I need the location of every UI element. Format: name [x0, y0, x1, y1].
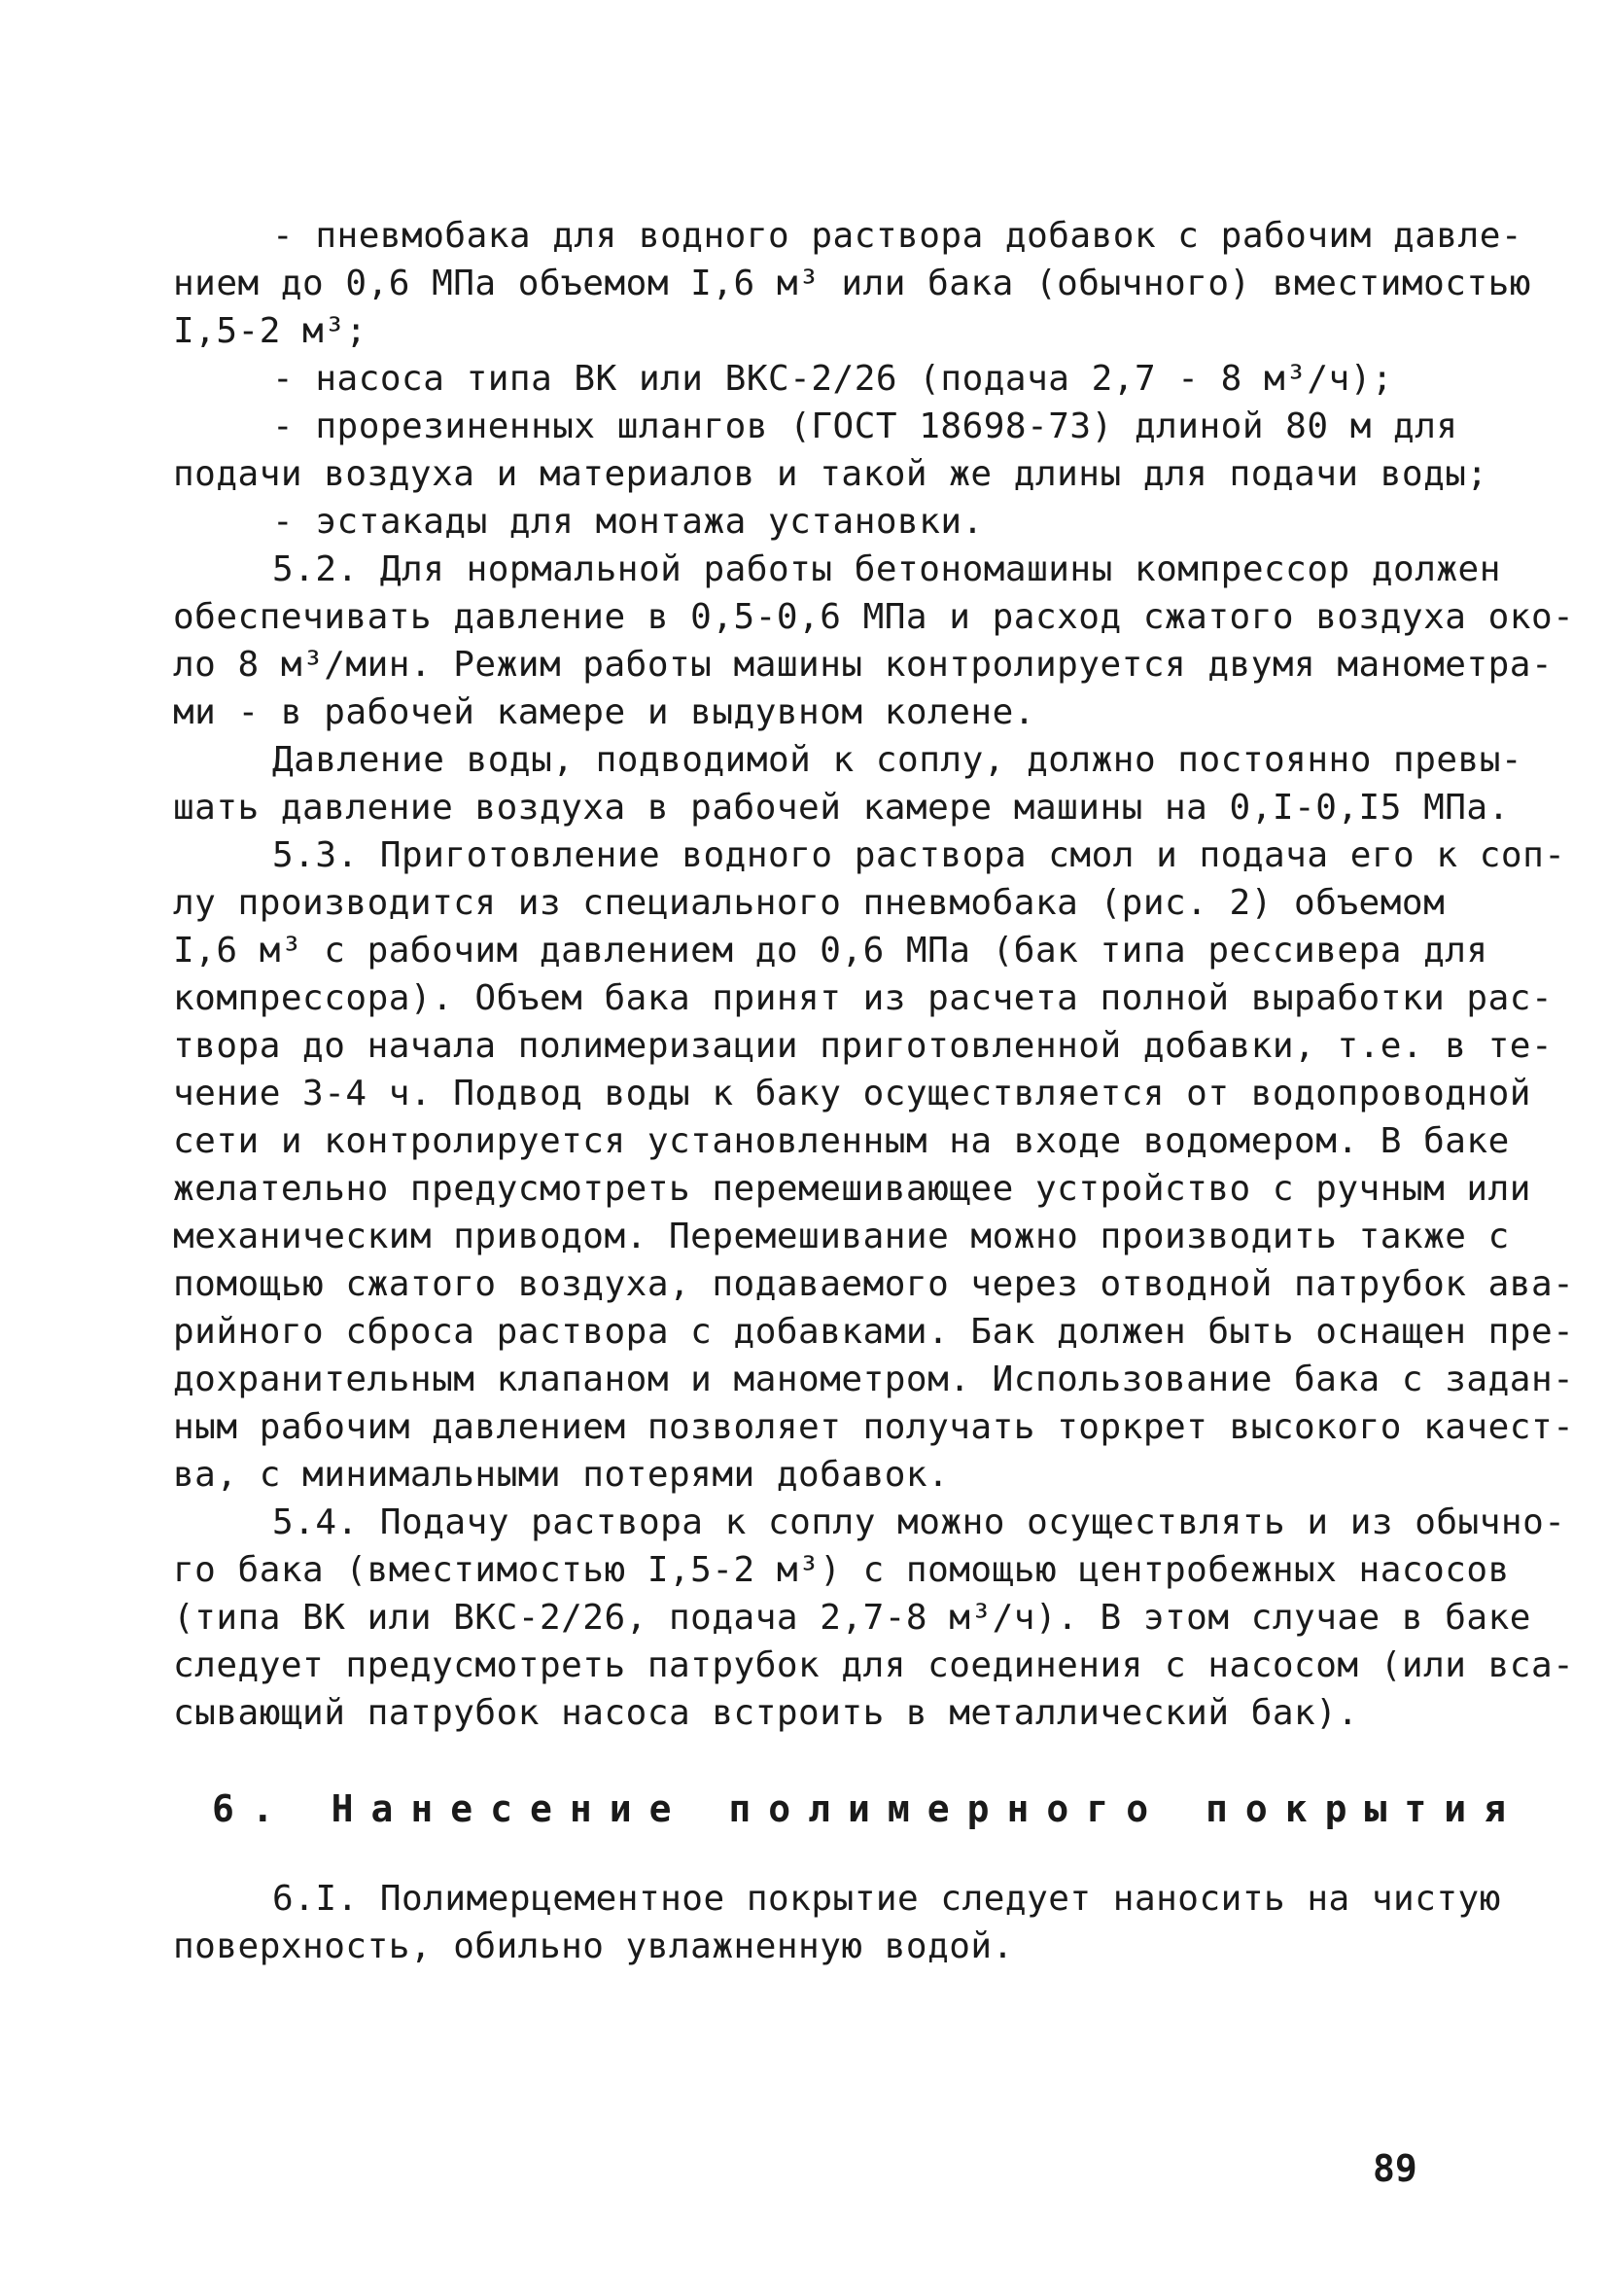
- text-line: 5.4. Подачу раствора к соплу можно осуществлять и из обычно-: [272, 1502, 1566, 1542]
- text-line: рийного сброса раствора с добавками. Бак должен быть оснащен пре-: [173, 1312, 1575, 1352]
- text-line: Давление воды, подводимой к соплу, должно постоянно превы-: [272, 740, 1523, 780]
- text-line: лу производится из специального пневмобака (рис. 2) объемом: [173, 883, 1446, 923]
- text-line: чение 3-4 ч. Подвод воды к баку осуществляется от водопроводной: [173, 1074, 1531, 1113]
- text-line: обеспечивать давление в 0,5-0,6 МПа и расход сжатого воздуха око-: [173, 597, 1575, 637]
- text-line: сети и контролируется установленным на входе водомером. В баке: [173, 1121, 1510, 1161]
- text-line: - насоса типа ВК или ВКС-2/26 (подача 2,7 - 8 м³/ч);: [272, 359, 1394, 399]
- text-line: - пневмобака для водного раствора добавок с рабочим давле-: [272, 216, 1523, 256]
- text-line: 5.3. Приготовление водного раствора смол и подача его к соп-: [272, 835, 1566, 875]
- section-heading: 6. Нанесение полимерного покрытия: [212, 1787, 1523, 1830]
- text-line: го бака (вместимостью I,5-2 м³) с помощью центробежных насосов: [173, 1550, 1510, 1590]
- text-line: ным рабочим давлением позволяет получать торкрет высокого качест-: [173, 1407, 1575, 1447]
- text-line: поверхность, обильно увлажненную водой.: [173, 1926, 1014, 1966]
- page-number: 89: [1373, 2147, 1417, 2190]
- text-line: ми - в рабочей камере и выдувном колене.: [173, 692, 1035, 732]
- text-line: нием до 0,6 МПа объемом I,6 м³ или бака (обычного) вместимостью: [173, 264, 1531, 303]
- text-line: I,6 м³ с рабочим давлением до 0,6 МПа (бак типа рессивера для: [173, 931, 1488, 971]
- text-line: - эстакады для монтажа установки.: [272, 502, 984, 542]
- text-line: дохранительным клапаном и манометром. Использование бака с задан-: [173, 1360, 1575, 1399]
- text-line: подачи воздуха и материалов и такой же длины для подачи воды;: [173, 454, 1488, 494]
- text-line: твора до начала полимеризации приготовленной добавки, т.е. в те-: [173, 1026, 1554, 1066]
- text-line: ва, с минимальными потерями добавок.: [173, 1455, 950, 1495]
- text-line: компрессора). Объем бака принят из расчета полной выработки рас-: [173, 978, 1554, 1018]
- text-line: следует предусмотреть патрубок для соединения с насосом (или вса-: [173, 1645, 1575, 1685]
- text-line: I,5-2 м³;: [173, 311, 367, 351]
- text-line: сывающий патрубок насоса встроить в металлический бак).: [173, 1693, 1359, 1733]
- text-line: - прорезиненных шлангов (ГОСТ 18698-73) длиной 80 м для: [272, 406, 1458, 446]
- text-line: желательно предусмотреть перемешивающее устройство с ручным или: [173, 1169, 1531, 1209]
- text-line: 6.I. Полимерцементное покрытие следует наносить на чистую: [272, 1879, 1501, 1919]
- text-line: ло 8 м³/мин. Режим работы машины контролируется двумя манометра-: [173, 645, 1554, 685]
- text-line: механическим приводом. Перемешивание можно производить также с: [173, 1217, 1510, 1256]
- text-line: помощью сжатого воздуха, подаваемого через отводной патрубок ава-: [173, 1264, 1575, 1304]
- text-line: 5.2. Для нормальной работы бетономашины компрессор должен: [272, 549, 1501, 589]
- text-line: шать давление воздуха в рабочей камере машины на 0,I-0,I5 МПа.: [173, 788, 1510, 828]
- text-line: (типа ВК или ВКС-2/26, подача 2,7-8 м³/ч). В этом случае в баке: [173, 1598, 1531, 1638]
